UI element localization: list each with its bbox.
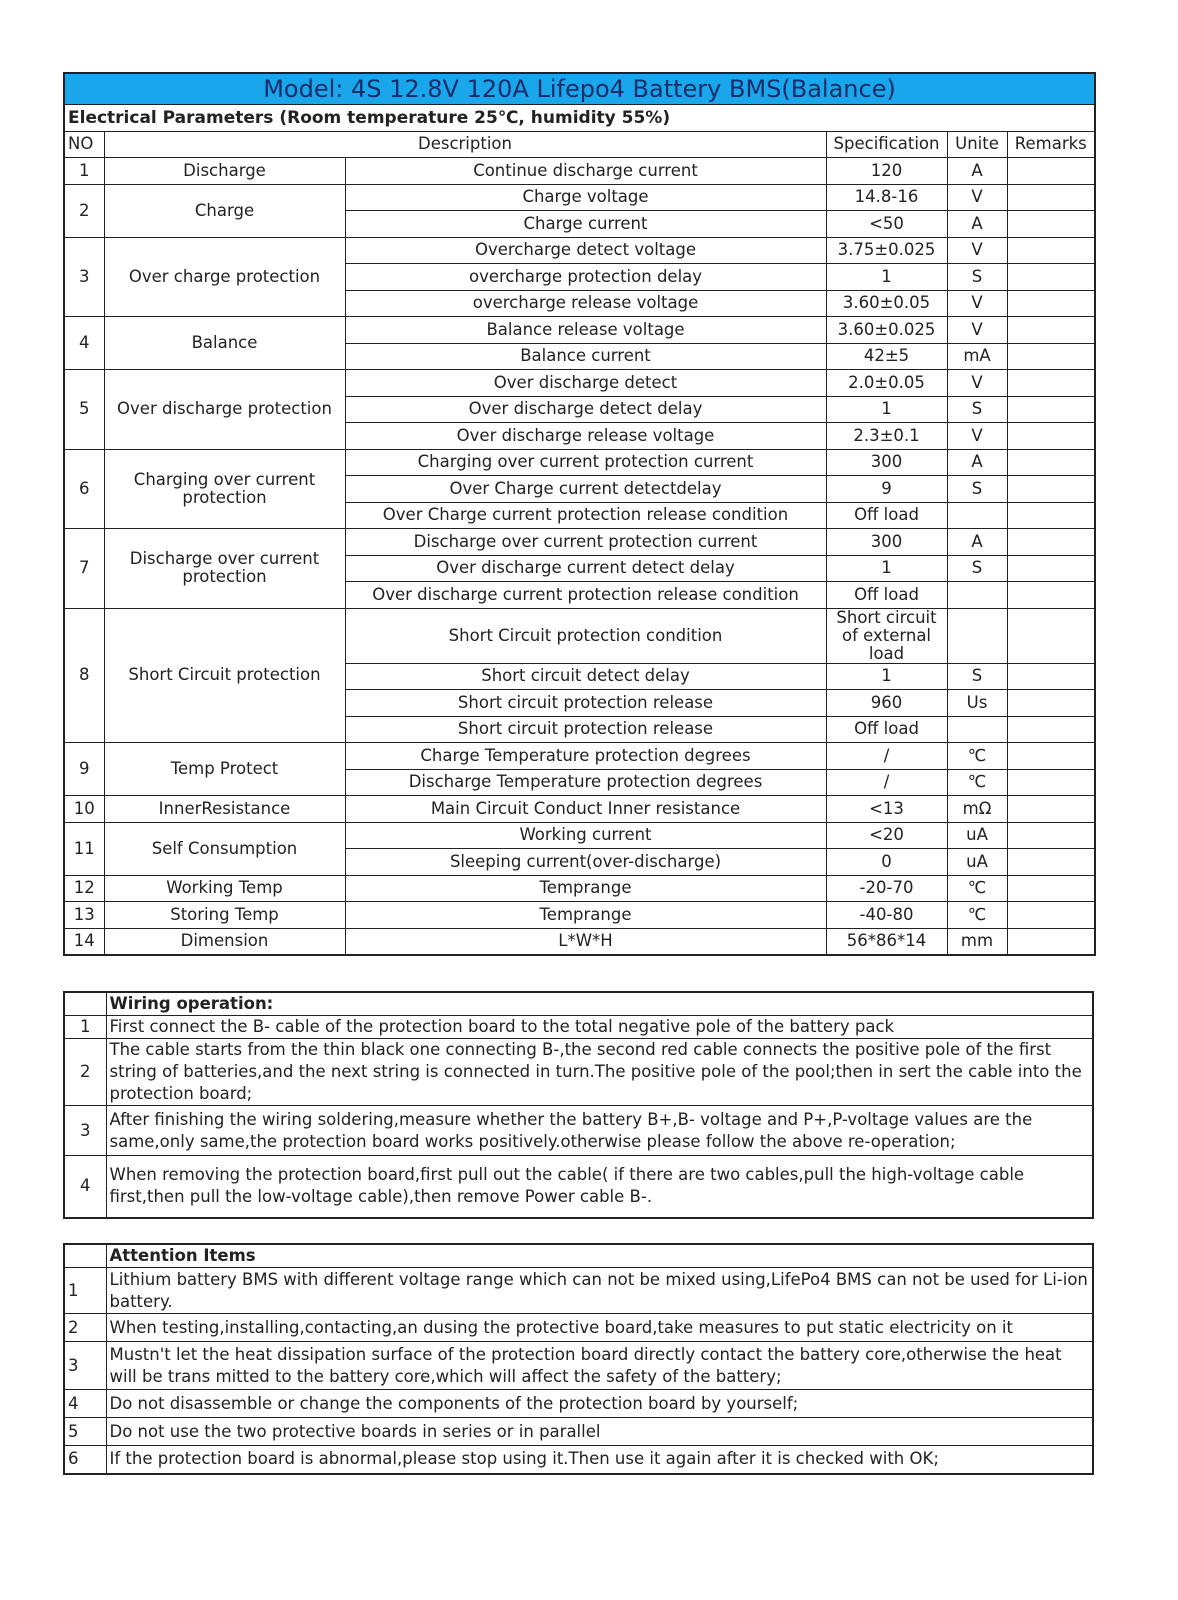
parameter-unit: S: [947, 396, 1007, 423]
wiring-step-text: First connect the B- cable of the protection board to the total negative pole of the battery pack: [106, 1016, 1093, 1039]
parameter-specification: 42±5: [826, 343, 947, 370]
parameter-description: Charge voltage: [345, 184, 826, 211]
model-title: Model: 4S 12.8V 120A Lifepo4 Battery BMS(Balance): [64, 73, 1095, 105]
parameter-specification: 120: [826, 158, 947, 185]
parameter-remarks: [1007, 875, 1095, 902]
parameter-unit: [947, 716, 1007, 743]
parameter-unit: uA: [947, 849, 1007, 876]
parameter-unit: S: [947, 264, 1007, 291]
item-number: 11: [64, 822, 104, 875]
parameter-specification: /: [826, 769, 947, 796]
parameter-unit: V: [947, 237, 1007, 264]
attention-title: Attention Items: [106, 1244, 1093, 1268]
parameter-description: overcharge protection delay: [345, 264, 826, 291]
spec-row: [64, 317, 1095, 344]
item-category: Temp Protect: [104, 743, 345, 796]
item-category: Short Circuit protection: [104, 608, 345, 743]
spec-row: [64, 822, 1095, 849]
attention-item: [64, 1446, 1093, 1474]
parameter-description: Overcharge detect voltage: [345, 237, 826, 264]
parameter-remarks: [1007, 849, 1095, 876]
spec-table: [63, 72, 1096, 956]
item-number: 5: [64, 370, 104, 450]
parameter-specification: 3.75±0.025: [826, 237, 947, 264]
parameter-unit: ℃: [947, 902, 1007, 929]
wiring-step-text: After finishing the wiring soldering,measure whether the battery B+,B- voltage and P+,P-voltage values are the same,only same,the protection board works positively.otherwise please follow the above re-operation;: [106, 1106, 1093, 1156]
parameter-unit: A: [947, 158, 1007, 185]
parameter-unit: A: [947, 211, 1007, 238]
parameter-description: Over discharge detect delay: [345, 396, 826, 423]
parameter-specification: 14.8-16: [826, 184, 947, 211]
attention-item: [64, 1268, 1093, 1314]
attention-item-text: When testing,installing,contacting,an dusing the protective board,take measures to put static electricity on it: [106, 1314, 1093, 1342]
parameter-description: Charge current: [345, 211, 826, 238]
parameter-unit: V: [947, 370, 1007, 397]
parameter-unit: A: [947, 449, 1007, 476]
spec-row: [64, 902, 1095, 929]
item-number: 6: [64, 449, 104, 529]
attention-item: [64, 1342, 1093, 1390]
parameter-description: Temprange: [345, 875, 826, 902]
attention-item: [64, 1418, 1093, 1446]
parameter-specification: 300: [826, 449, 947, 476]
parameter-remarks: [1007, 396, 1095, 423]
attention-item-text: Mustn't let the heat dissipation surface of the protection board directly contact the battery core,otherwise the heat will be trans mitted to the battery core,which will affect the safety of the battery;: [106, 1342, 1093, 1390]
item-number: 3: [64, 237, 104, 317]
parameter-remarks: [1007, 608, 1095, 663]
item-number: 8: [64, 608, 104, 743]
item-category: Discharge: [104, 158, 345, 185]
parameter-description: Over discharge detect: [345, 370, 826, 397]
item-category: Dimension: [104, 928, 345, 955]
attention-item-number: 4: [64, 1390, 106, 1418]
item-number: 13: [64, 902, 104, 929]
spec-row: [64, 184, 1095, 211]
wiring-step: [64, 1039, 1093, 1106]
header-specification: Specification: [826, 131, 947, 158]
parameter-remarks: [1007, 211, 1095, 238]
item-category: Charging over current protection: [104, 449, 345, 529]
parameter-unit: uA: [947, 822, 1007, 849]
spec-row: [64, 237, 1095, 264]
item-number: 7: [64, 529, 104, 609]
parameter-specification: 1: [826, 663, 947, 690]
parameter-description: Short Circuit protection condition: [345, 608, 826, 663]
parameter-unit: Us: [947, 690, 1007, 717]
item-category: Charge: [104, 184, 345, 237]
spec-row: [64, 370, 1095, 397]
parameter-unit: V: [947, 317, 1007, 344]
parameter-specification: Off load: [826, 502, 947, 529]
parameter-specification: 9: [826, 476, 947, 503]
parameter-specification: <20: [826, 822, 947, 849]
parameter-unit: V: [947, 290, 1007, 317]
item-category: Working Temp: [104, 875, 345, 902]
attention-item-text: Lithium battery BMS with different voltage range which can not be mixed using,LifePo4 BMS can not be used for Li-ion battery.: [106, 1268, 1093, 1314]
wiring-step-number: 3: [64, 1106, 106, 1156]
parameter-unit: [947, 502, 1007, 529]
parameter-unit: mA: [947, 343, 1007, 370]
parameter-specification: 3.60±0.025: [826, 317, 947, 344]
wiring-title: Wiring operation:: [106, 992, 1093, 1016]
parameter-specification: 3.60±0.05: [826, 290, 947, 317]
parameter-description: Working current: [345, 822, 826, 849]
spec-row: [64, 158, 1095, 185]
parameter-remarks: [1007, 370, 1095, 397]
parameter-unit: V: [947, 423, 1007, 450]
parameter-description: Over discharge current detect delay: [345, 555, 826, 582]
attention-item-number: 3: [64, 1342, 106, 1390]
spec-row: [64, 449, 1095, 476]
item-number: 9: [64, 743, 104, 796]
item-number: 4: [64, 317, 104, 370]
attention-item: [64, 1314, 1093, 1342]
header-unit: Unite: [947, 131, 1007, 158]
spec-row: [64, 928, 1095, 955]
electrical-parameters-heading: Electrical Parameters (Room temperature 25℃, humidity 55%): [64, 105, 1095, 132]
spec-row: [64, 875, 1095, 902]
parameter-specification: Short circuit of external load: [826, 608, 947, 663]
parameter-description: Short circuit detect delay: [345, 663, 826, 690]
parameter-description: Temprange: [345, 902, 826, 929]
wiring-step: [64, 1106, 1093, 1156]
parameter-unit: ℃: [947, 743, 1007, 770]
parameter-specification: <13: [826, 796, 947, 823]
parameter-specification: Off load: [826, 582, 947, 609]
attention-item-text: Do not disassemble or change the components of the protection board by yourself;: [106, 1390, 1093, 1418]
parameter-remarks: [1007, 769, 1095, 796]
parameter-specification: -40-80: [826, 902, 947, 929]
header-remarks: Remarks: [1007, 131, 1095, 158]
item-number: 2: [64, 184, 104, 237]
parameter-unit: A: [947, 529, 1007, 556]
spec-row: [64, 743, 1095, 770]
parameter-specification: 2.3±0.1: [826, 423, 947, 450]
parameter-specification: /: [826, 743, 947, 770]
parameter-specification: <50: [826, 211, 947, 238]
item-category: Over charge protection: [104, 237, 345, 317]
parameter-unit: [947, 608, 1007, 663]
parameter-remarks: [1007, 582, 1095, 609]
parameter-remarks: [1007, 476, 1095, 503]
parameter-unit: S: [947, 663, 1007, 690]
parameter-remarks: [1007, 928, 1095, 955]
parameter-remarks: [1007, 529, 1095, 556]
item-number: 10: [64, 796, 104, 823]
parameter-description: Over Charge current detectdelay: [345, 476, 826, 503]
parameter-remarks: [1007, 158, 1095, 185]
parameter-specification: Off load: [826, 716, 947, 743]
parameter-remarks: [1007, 290, 1095, 317]
item-category: Storing Temp: [104, 902, 345, 929]
parameter-remarks: [1007, 502, 1095, 529]
parameter-description: Over discharge release voltage: [345, 423, 826, 450]
parameter-description: Sleeping current(over-discharge): [345, 849, 826, 876]
spec-row: [64, 529, 1095, 556]
parameter-specification: 1: [826, 396, 947, 423]
wiring-step-number: 1: [64, 1016, 106, 1039]
spec-row: [64, 608, 1095, 663]
parameter-remarks: [1007, 423, 1095, 450]
attention-item-number: 5: [64, 1418, 106, 1446]
item-number: 14: [64, 928, 104, 955]
parameter-remarks: [1007, 317, 1095, 344]
parameter-remarks: [1007, 902, 1095, 929]
item-category: Self Consumption: [104, 822, 345, 875]
item-number: 12: [64, 875, 104, 902]
wiring-step-number: 4: [64, 1156, 106, 1218]
item-category: Discharge over current protection: [104, 529, 345, 609]
parameter-remarks: [1007, 184, 1095, 211]
header-no: NO: [64, 131, 104, 158]
parameter-unit: V: [947, 184, 1007, 211]
parameter-remarks: [1007, 796, 1095, 823]
parameter-unit: [947, 582, 1007, 609]
parameter-remarks: [1007, 264, 1095, 291]
parameter-unit: mm: [947, 928, 1007, 955]
parameter-description: Over Charge current protection release condition: [345, 502, 826, 529]
attention-item-text: Do not use the two protective boards in series or in parallel: [106, 1418, 1093, 1446]
attention-item-number: 2: [64, 1314, 106, 1342]
wiring-step: [64, 1016, 1093, 1039]
attention-items-table: [63, 1243, 1094, 1475]
parameter-remarks: [1007, 237, 1095, 264]
parameter-description: Continue discharge current: [345, 158, 826, 185]
wiring-step-text: The cable starts from the thin black one connecting B-,the second red cable connects the positive pole of the first string of batteries,and the next string is connected in turn.The positive pole of the pool;then in sert the cable into the protection board;: [106, 1039, 1093, 1106]
parameter-description: Discharge Temperature protection degrees: [345, 769, 826, 796]
parameter-remarks: [1007, 449, 1095, 476]
parameter-specification: 0: [826, 849, 947, 876]
item-category: Balance: [104, 317, 345, 370]
parameter-remarks: [1007, 716, 1095, 743]
attention-item-number: 6: [64, 1446, 106, 1474]
parameter-remarks: [1007, 343, 1095, 370]
parameter-specification: 1: [826, 555, 947, 582]
wiring-operation-table: [63, 991, 1094, 1219]
item-number: 1: [64, 158, 104, 185]
parameter-description: Short circuit protection release: [345, 716, 826, 743]
parameter-description: Short circuit protection release: [345, 690, 826, 717]
parameter-unit: ℃: [947, 769, 1007, 796]
attention-item-number: 1: [64, 1268, 106, 1314]
parameter-description: Charge Temperature protection degrees: [345, 743, 826, 770]
parameter-specification: 300: [826, 529, 947, 556]
parameter-specification: 960: [826, 690, 947, 717]
parameter-remarks: [1007, 555, 1095, 582]
parameter-description: Main Circuit Conduct Inner resistance: [345, 796, 826, 823]
parameter-remarks: [1007, 743, 1095, 770]
parameter-specification: 56*86*14: [826, 928, 947, 955]
parameter-unit: S: [947, 555, 1007, 582]
wiring-step-number: 2: [64, 1039, 106, 1106]
parameter-description: Discharge over current protection current: [345, 529, 826, 556]
wiring-step-text: When removing the protection board,first pull out the cable( if there are two cables,pull the high-voltage cable first,then pull the low-voltage cable),then remove Power cable B-.: [106, 1156, 1093, 1218]
parameter-description: L*W*H: [345, 928, 826, 955]
parameter-unit: mΩ: [947, 796, 1007, 823]
parameter-unit: ℃: [947, 875, 1007, 902]
attention-item-text: If the protection board is abnormal,please stop using it.Then use it again after it is checked with OK;: [106, 1446, 1093, 1474]
parameter-description: Over discharge current protection release condition: [345, 582, 826, 609]
parameter-unit: S: [947, 476, 1007, 503]
item-category: InnerResistance: [104, 796, 345, 823]
wiring-step: [64, 1156, 1093, 1218]
parameter-description: Charging over current protection current: [345, 449, 826, 476]
parameter-remarks: [1007, 690, 1095, 717]
parameter-description: Balance current: [345, 343, 826, 370]
parameter-remarks: [1007, 822, 1095, 849]
parameter-remarks: [1007, 663, 1095, 690]
parameter-specification: -20-70: [826, 875, 947, 902]
parameter-specification: 1: [826, 264, 947, 291]
attention-item: [64, 1390, 1093, 1418]
spec-row: [64, 796, 1095, 823]
parameter-specification: 2.0±0.05: [826, 370, 947, 397]
parameter-description: Balance release voltage: [345, 317, 826, 344]
parameter-description: overcharge release voltage: [345, 290, 826, 317]
header-description: Description: [104, 131, 826, 158]
item-category: Over discharge protection: [104, 370, 345, 450]
